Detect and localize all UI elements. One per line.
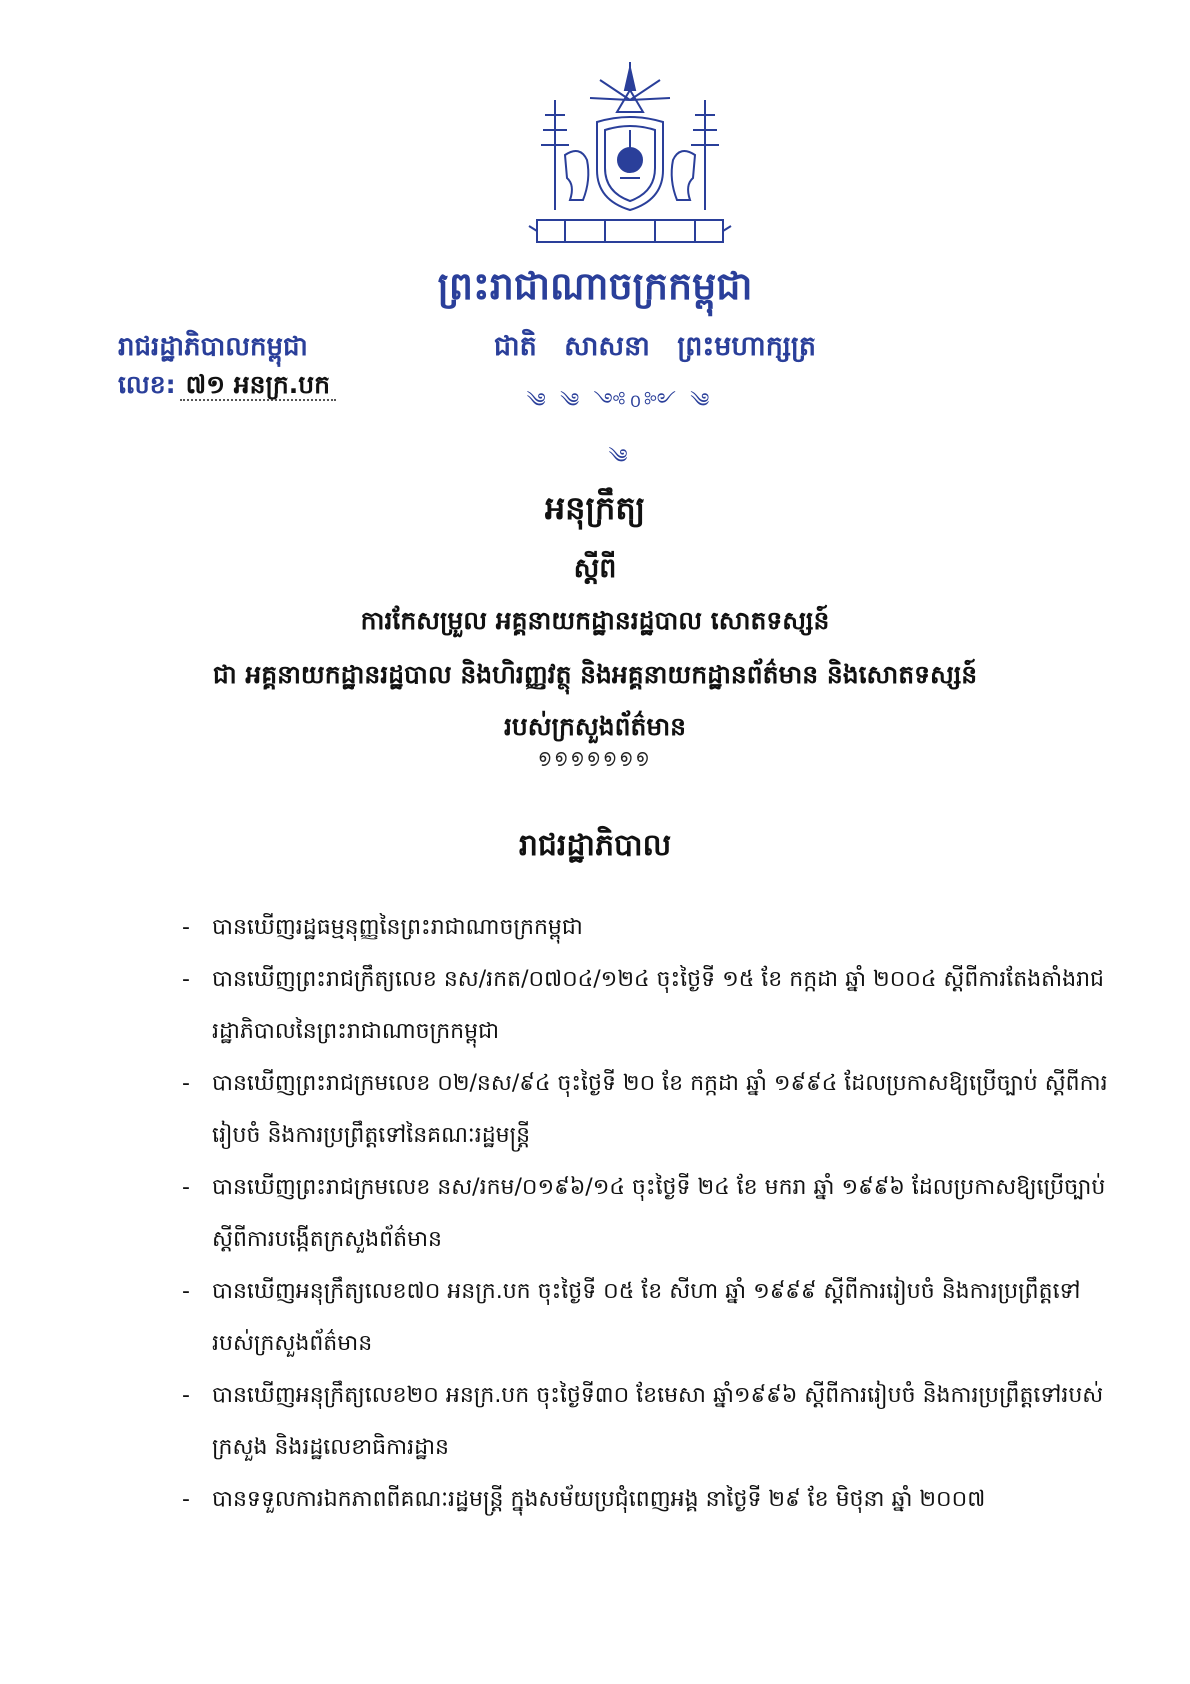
title-about: ស្តីពី <box>573 553 617 584</box>
reference-label: លេខ: <box>118 370 176 399</box>
subject-line-1: ការកែសម្រួល អគ្គនាយកដ្ឋានរដ្ឋបាល សោតទស្សន៍ <box>360 606 830 635</box>
list-item: - បានឃើញព្រះរាជក្រឹត្យលេខ នស/រកត/០៧០៤/១២៤ ចុះថ្ងៃទី ១៥ ខែ កក្កដា ឆ្នាំ ២០០៤ ស្តីពីការតែងតាំងរាជរដ្ឋាភិបាលនៃព្រះរាជាណាចក្រកម្ពុជា <box>182 967 1105 1044</box>
list-item: - បានឃើញព្រះរាជក្រមលេខ ០២/នស/៩៤ ចុះថ្ងៃទី ២០ ខែ កក្កដា ឆ្នាំ ១៩៩៤ ដែលប្រកាសឱ្យប្រើច្បាប់ ស្តីពីការរៀបចំ និងការប្រព្រឹត្តទៅនៃគណៈរដ្ឋមន្ត្រី <box>182 1071 1108 1148</box>
list-item: - បានទទួលការឯកភាពពីគណៈរដ្ឋមន្ត្រី ក្នុងសម័យប្រជុំពេញអង្គ នាថ្ងៃទី ២៩ ខែ មិថុនា ឆ្នាំ ២០០៧ <box>182 1487 986 1512</box>
national-motto: ជាតិ សាសនា ព្រះមហាក្សត្រ <box>493 331 817 362</box>
clause-text: បានទទួលការឯកភាពពីគណៈរដ្ឋមន្ត្រី ក្នុងសម័យប្រជុំពេញអង្គ នាថ្ងៃទី ២៩ ខែ មិថុនា ឆ្នាំ ២០០៧ <box>212 1487 986 1512</box>
list-item: - បានឃើញអនុក្រឹត្យលេខ២០ អនក្រ.បក ចុះថ្ងៃទី៣០ ខែមេសា ឆ្នាំ១៩៩៦ ស្តីពីការរៀបចំ និងការប្រព្រឹត្តទៅរបស់ក្រសួង និងរដ្ឋលេខាធិការដ្ឋាន <box>182 1383 1104 1460</box>
royal-coat-of-arms-icon <box>525 60 735 260</box>
clause-text: បានឃើញព្រះរាជក្រឹត្យលេខ នស/រកត/០៧០៤/១២៤ ចុះថ្ងៃទី ១៥ ខែ កក្កដា ឆ្នាំ ២០០៤ ស្តីពីការតែងតាំងរាជរដ្ឋាភិបាលនៃព្រះរាជាណាចក្រកម្ពុជា <box>212 967 1105 1044</box>
reference-number <box>118 370 336 406</box>
document-type-title: អនុក្រឹត្យ <box>544 489 646 527</box>
clause-text: បានឃើញព្រះរាជក្រមលេខ ០២/នស/៩៤ ចុះថ្ងៃទី ២០ ខែ កក្កដា ឆ្នាំ ១៩៩៤ ដែលប្រកាសឱ្យប្រើច្បាប់ ស្តីពីការរៀបចំ និងការប្រព្រឹត្តទៅនៃគណៈរដ្ឋមន្ត្រី <box>212 1071 1108 1148</box>
government-name: រាជរដ្ឋាភិបាលកម្ពុជា <box>118 332 308 362</box>
list-item: - បានឃើញរដ្ឋធម្មនុញ្ញនៃព្រះរាជាណាចក្រកម្ពុជា <box>182 915 583 940</box>
clause-text: បានឃើញអនុក្រឹត្យលេខ២០ អនក្រ.បក ចុះថ្ងៃទី៣០ ខែមេសា ឆ្នាំ១៩៩៦ ស្តីពីការរៀបចំ និងការប្រព្រឹត្តទៅរបស់ក្រសួង និងរដ្ឋលេខាធិការដ្ឋាន <box>212 1383 1104 1460</box>
subject-line-3: របស់ក្រសួងព័ត៌មាន <box>503 712 686 741</box>
subject-line-2: ជា អគ្គនាយកដ្ឋានរដ្ឋបាល និងហិរញ្ញវត្ថុ និងអគ្គនាយកដ្ឋានព័ត៌មាន និងសោតទស្សន៍ <box>212 660 978 689</box>
reference-value: ៧១ អនក្រ.បក <box>180 370 336 401</box>
decorative-ornament-top: ༄ ༄ ༺൦༻ ༄ ༄ <box>526 388 714 468</box>
body-heading: រាជរដ្ឋាភិបាល <box>518 828 672 863</box>
clause-text: បានឃើញរដ្ឋធម្មនុញ្ញនៃព្រះរាជាណាចក្រកម្ពុជា <box>212 915 583 940</box>
list-item: - បានឃើញអនុក្រឹត្យលេខ៧០ អនក្រ.បក ចុះថ្ងៃទី ០៥ ខែ សីហា ឆ្នាំ ១៩៩៩ ស្តីពីការរៀបចំ និងការប្រព្រឹត្តទៅរបស់ក្រសួងព័ត៌មាន <box>182 1279 1081 1356</box>
list-item: - បានឃើញព្រះរាជក្រមលេខ នស/រកម/០១៩៦/១៤ ចុះថ្ងៃទី ២៤ ខែ មករា ឆ្នាំ ១៩៩៦ ដែលប្រកាសឱ្យប្រើច្បាប់ ស្តីពីការបង្កើតក្រសួងព័ត៌មាន <box>182 1175 1106 1252</box>
clause-text: បានឃើញអនុក្រឹត្យលេខ៧០ អនក្រ.បក ចុះថ្ងៃទី ០៥ ខែ សីហា ឆ្នាំ ១៩៩៩ ស្តីពីការរៀបចំ និងការប្រព្រឹត្តទៅរបស់ក្រសួងព័ត៌មាន <box>212 1279 1081 1356</box>
clause-text: បានឃើញព្រះរាជក្រមលេខ នស/រកម/០១៩៦/១៤ ចុះថ្ងៃទី ២៤ ខែ មករា ឆ្នាំ ១៩៩៦ ដែលប្រកាសឱ្យប្រើច្បាប់ ស្តីពីការបង្កើតក្រសួងព័ត៌មាន <box>212 1175 1106 1252</box>
decorative-ornament-title: ൭൭൭൭൭൭൭ <box>538 746 652 767</box>
kingdom-name: ព្រះរាជាណាចក្រកម្ពុជា <box>437 264 753 308</box>
preamble-clauses <box>182 902 1110 1526</box>
